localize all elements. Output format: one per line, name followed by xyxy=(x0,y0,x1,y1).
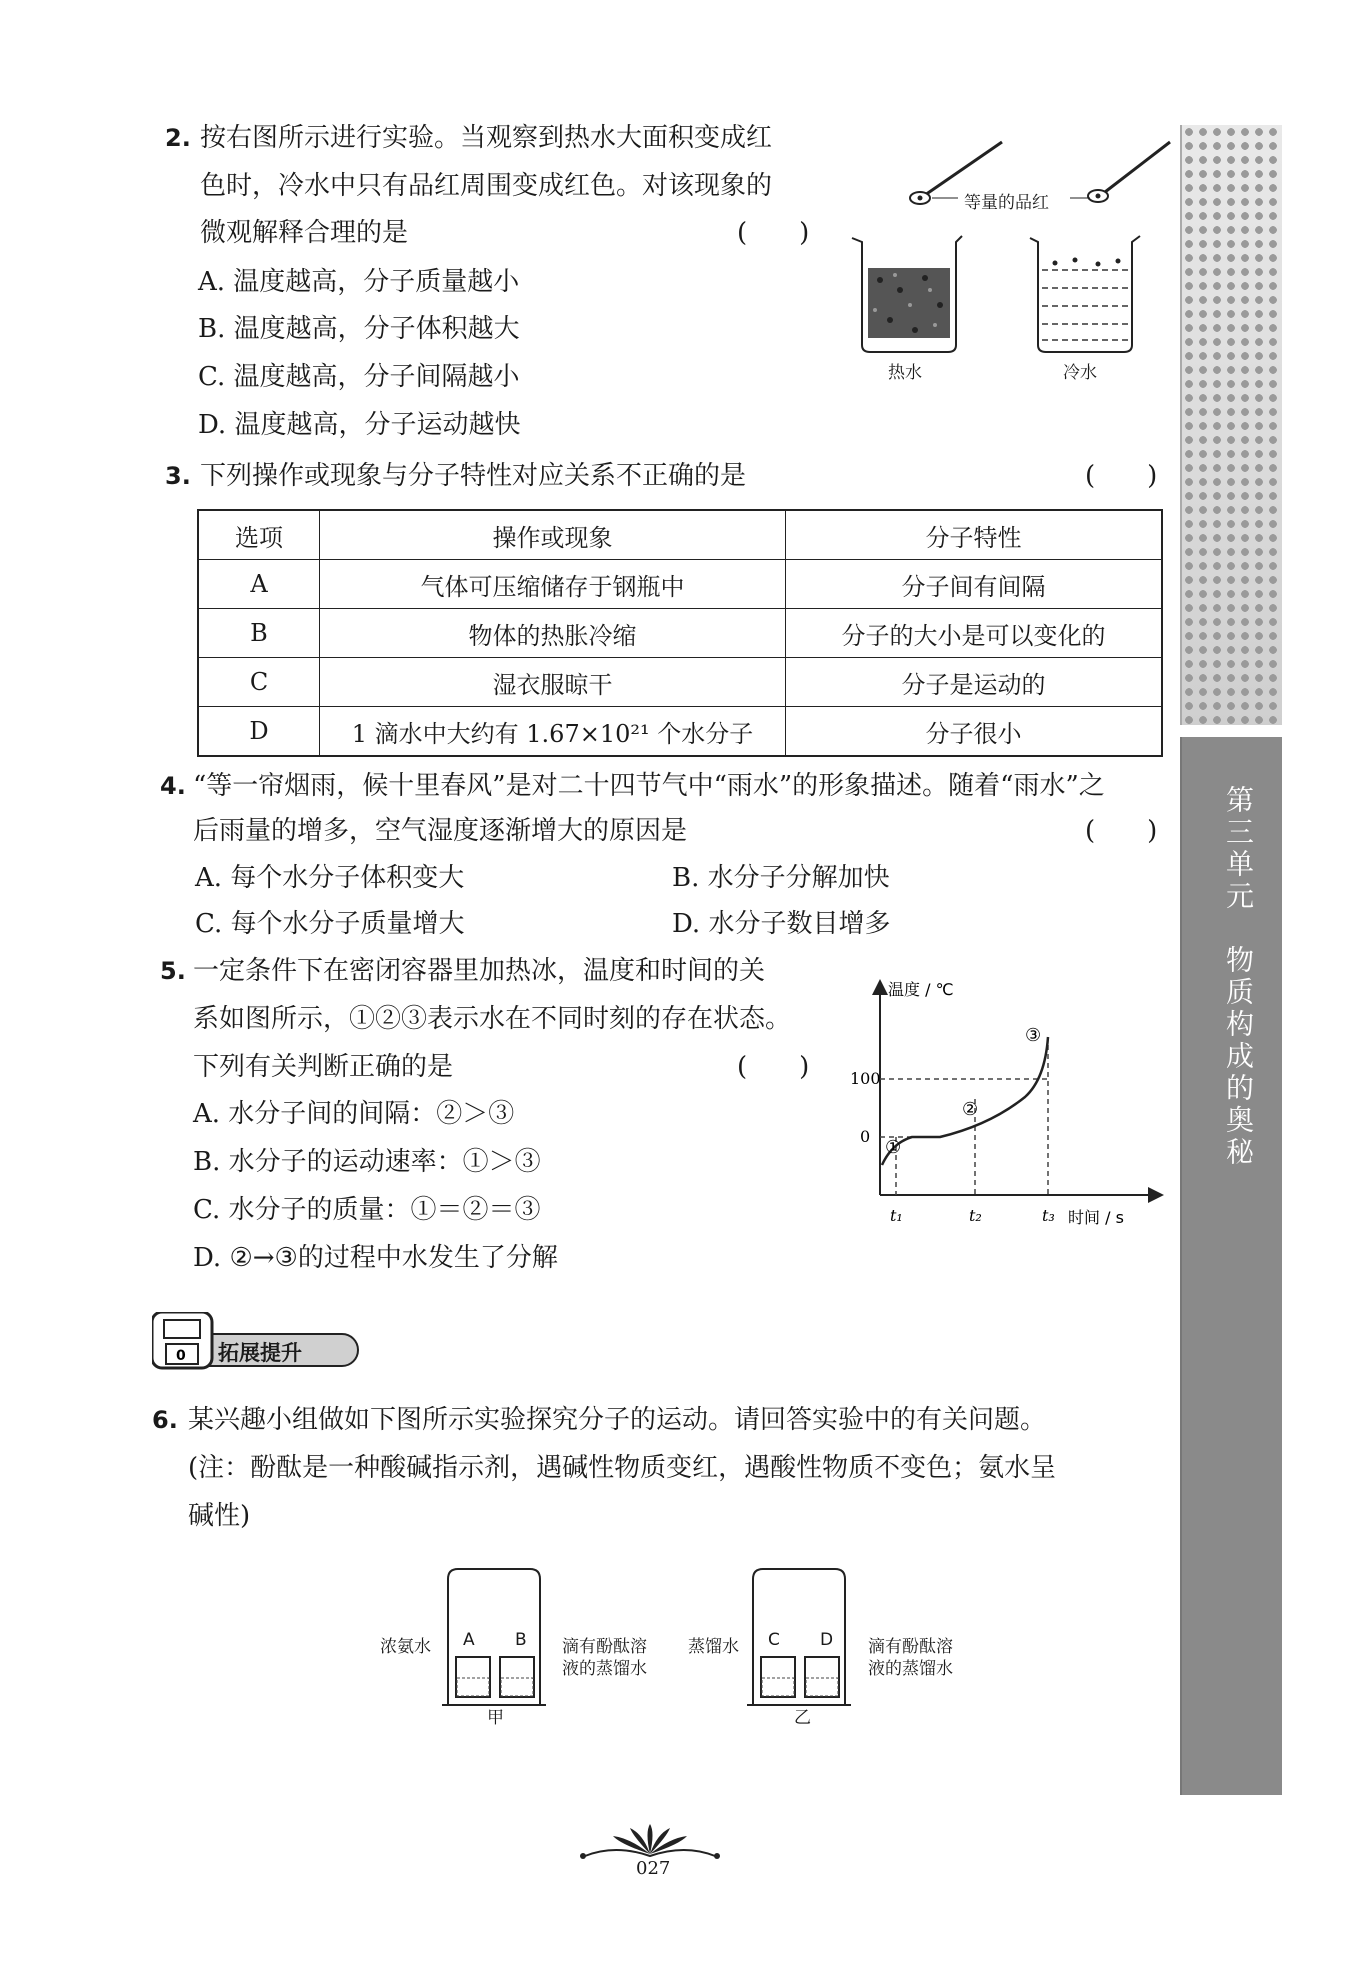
yi-right-label-2: 液的蒸馏水 xyxy=(868,1659,953,1679)
q2-answer-paren: ( ) xyxy=(737,218,810,248)
q6-block xyxy=(152,1404,178,1436)
footer-ornament xyxy=(575,1822,725,1862)
y-tick-100: 100 xyxy=(850,1069,881,1088)
q5-line2: 系如图所示，①②③表示水在不同时刻的存在状态。 xyxy=(193,1004,792,1034)
table-cell: A xyxy=(198,560,320,609)
q2-line2: 色时，冷水中只有品红周围变成红色。对该现象的 xyxy=(200,171,773,201)
yi-label-c: C xyxy=(768,1630,780,1650)
state-marker-2: ② xyxy=(962,1099,979,1120)
jia-apparatus xyxy=(440,1565,560,1710)
q6-line1: 某兴趣小组做如下图所示实验探究分子的运动。请回答实验中的有关问题。 xyxy=(188,1405,1047,1435)
table-cell: 1 滴水中大约有 1.67×10²¹ 个水分子 xyxy=(320,707,786,757)
table-cell: C xyxy=(198,658,320,707)
q5-line1: 一定条件下在密闭容器里加热冰，温度和时间的关 xyxy=(193,956,766,986)
table-header-cell: 选项 xyxy=(198,510,320,560)
q4-option-c: C. 每个水分子质量增大 xyxy=(195,909,465,939)
yi-label-d: D xyxy=(820,1630,834,1650)
table-row xyxy=(198,707,1162,757)
table-cell: 物体的热胀冷缩 xyxy=(320,609,786,658)
q2-block xyxy=(165,122,191,154)
table-row xyxy=(198,560,1162,609)
q5-option-b: B. 水分子的运动速率：①＞③ xyxy=(193,1147,541,1177)
q2-line3: 微观解释合理的是 xyxy=(200,218,409,248)
q5-option-c: C. 水分子的质量：①＝②＝③ xyxy=(193,1195,541,1225)
state-marker-1: ① xyxy=(885,1137,902,1158)
table-row xyxy=(198,609,1162,658)
chapter-sidebar xyxy=(1180,125,1280,1795)
q4-block xyxy=(160,770,186,802)
q4-option-b: B. 水分子分解加快 xyxy=(672,863,890,893)
x-tick-t2: t₂ xyxy=(969,1206,982,1225)
table-header-cell: 分子特性 xyxy=(786,510,1163,560)
q5-number: 5. xyxy=(160,957,186,985)
table-cell: D xyxy=(198,707,320,757)
page-number: 027 xyxy=(636,1858,671,1879)
q2-line1: 按右图所示进行实验。当观察到热水大面积变成红 xyxy=(200,123,773,153)
jia-label-a: A xyxy=(463,1630,475,1650)
q5-block xyxy=(160,955,186,987)
table-header-cell: 操作或现象 xyxy=(320,510,786,560)
q4-line2: 后雨量的增多，空气湿度逐渐增大的原因是 xyxy=(193,816,688,846)
x-tick-t1: t₁ xyxy=(890,1206,903,1225)
table-header-row xyxy=(198,510,1162,560)
jia-caption: 甲 xyxy=(487,1708,504,1728)
q4-option-d: D. 水分子数目增多 xyxy=(672,909,891,939)
yi-caption: 乙 xyxy=(794,1708,811,1728)
table-row xyxy=(198,658,1162,707)
y-tick-0: 0 xyxy=(860,1127,871,1146)
state-marker-3: ③ xyxy=(1025,1025,1042,1046)
q3-table xyxy=(197,509,1163,757)
q5-answer-paren: ( ) xyxy=(737,1052,810,1082)
q3-answer-paren: ( ) xyxy=(1085,461,1158,491)
table-cell: 湿衣服晾干 xyxy=(320,658,786,707)
q4-option-a: A. 每个水分子体积变大 xyxy=(195,863,465,893)
svg-text:0: 0 xyxy=(176,1348,186,1364)
q2-option-d: D. 温度越高，分子运动越快 xyxy=(198,410,521,440)
right-spoon-icon xyxy=(1088,142,1170,202)
q5-temperature-graph xyxy=(840,975,1170,1235)
q2-fig-label-pinhong: 等量的品红 xyxy=(964,193,1049,213)
section-badge xyxy=(152,1312,362,1374)
x-axis-label: 时间 / s xyxy=(1068,1208,1124,1227)
q4-number: 4. xyxy=(160,772,186,800)
q3-stem: 下列操作或现象与分子特性对应关系不正确的是 xyxy=(200,461,747,491)
yi-apparatus xyxy=(745,1565,865,1710)
table-cell: 分子的大小是可以变化的 xyxy=(786,609,1163,658)
sidebar-pattern xyxy=(1180,125,1282,725)
table-cell: 气体可压缩储存于钢瓶中 xyxy=(320,560,786,609)
table-cell: 分子间有间隔 xyxy=(786,560,1163,609)
q6-line3: 碱性) xyxy=(188,1501,251,1531)
q6-number: 6. xyxy=(152,1406,178,1434)
q2-fig-label-hot: 热水 xyxy=(888,363,922,383)
table-cell: 分子是运动的 xyxy=(786,658,1163,707)
q4-answer-paren: ( ) xyxy=(1085,816,1158,846)
yi-left-label: 蒸馏水 xyxy=(688,1637,739,1657)
section-title: 拓展提升 xyxy=(218,1341,302,1365)
sidebar-chapter-title: 第三单元 物质构成的奥秘 xyxy=(1222,785,1255,1169)
cold-water-beaker xyxy=(1030,236,1140,352)
table-cell: 分子很小 xyxy=(786,707,1163,757)
jia-right-label-2: 液的蒸馏水 xyxy=(562,1659,647,1679)
x-tick-t3: t₃ xyxy=(1042,1206,1055,1225)
jia-label-b: B xyxy=(515,1630,527,1650)
q2-option-b: B. 温度越高，分子体积越大 xyxy=(198,314,520,344)
q2-option-a: A. 温度越高，分子质量越小 xyxy=(198,267,520,297)
q5-option-a: A. 水分子间的间隔：②＞③ xyxy=(193,1099,515,1129)
hot-water-beaker xyxy=(852,236,962,352)
q3-block xyxy=(165,460,191,492)
q3-number: 3. xyxy=(165,462,191,490)
q5-option-d: D. ②→③的过程中水发生了分解 xyxy=(193,1243,558,1273)
jia-right-label-1: 滴有酚酞溶 xyxy=(562,1637,647,1657)
q2-number: 2. xyxy=(165,124,191,152)
q4-line1: “等一帘烟雨，候十里春风”是对二十四节气中“雨水”的形象描述。随着“雨水”之 xyxy=(193,771,1105,801)
jia-left-label: 浓氨水 xyxy=(380,1637,431,1657)
yi-right-label-1: 滴有酚酞溶 xyxy=(868,1637,953,1657)
q2-fig-label-cold: 冷水 xyxy=(1063,363,1097,383)
q2-beaker-figure xyxy=(840,130,1180,390)
q6-line2: (注：酚酞是一种酸碱指示剂，遇碱性物质变红，遇酸性物质不变色；氨水呈 xyxy=(188,1453,1057,1483)
q2-option-c: C. 温度越高，分子间隔越小 xyxy=(198,362,520,392)
table-cell: B xyxy=(198,609,320,658)
y-axis-label: 温度 / ℃ xyxy=(888,980,954,999)
q5-line3: 下列有关判断正确的是 xyxy=(193,1052,454,1082)
